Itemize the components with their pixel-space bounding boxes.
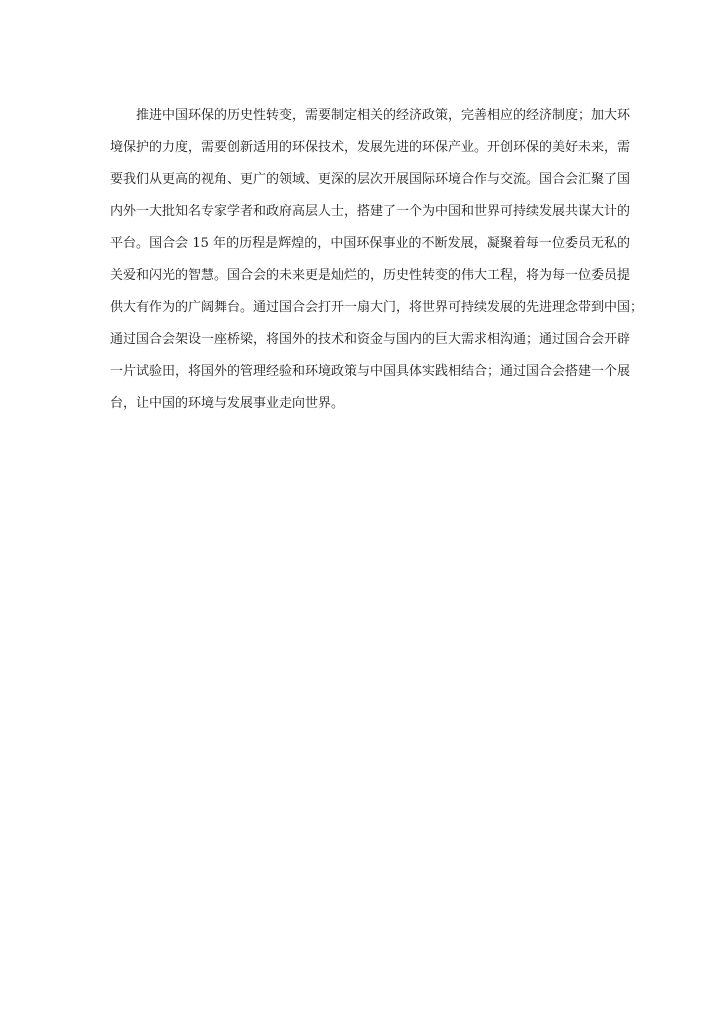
paragraph-line: 关爱和闪光的智慧。国合会的未来更是灿烂的，历史性转变的伟大工程，将为每一位委员提 bbox=[110, 268, 631, 283]
paragraph-line: 平台。国合会 15 年的历程是辉煌的，中国环保事业的不断发展，凝聚着每一位委员无私的 bbox=[110, 236, 630, 251]
paragraph-line: 台，让中国的环境与发展事业走向世界。 bbox=[110, 396, 345, 411]
paragraph-line: 境保护的力度，需要创新适用的环保技术，发展先进的环保产业。开创环保的美好未来，需 bbox=[110, 140, 631, 155]
paragraph-line: 供大有作为的广阔舞台。通过国合会打开一扇大门，将世界可持续发展的先进理念带到中国； bbox=[110, 300, 644, 315]
paragraph-line: 推进中国环保的历史性转变，需要制定相关的经济政策，完善相应的经济制度；加大环 bbox=[136, 108, 631, 123]
paragraph-line: 通过国合会架设一座桥梁，将国外的技术和资金与国内的巨大需求相沟通；通过国合会开辟 bbox=[110, 332, 631, 347]
paragraph-line: 内外一大批知名专家学者和政府高层人士，搭建了一个为中国和世界可持续发展共谋大计的 bbox=[110, 204, 631, 219]
body-paragraph bbox=[110, 100, 644, 420]
paragraph-line: 一片试验田，将国外的管理经验和环境政策与中国具体实践相结合；通过国合会搭建一个展 bbox=[110, 364, 631, 379]
paragraph-line: 要我们从更高的视角、更广的领域、更深的层次开展国际环境合作与交流。国合会汇聚了国 bbox=[110, 172, 631, 187]
